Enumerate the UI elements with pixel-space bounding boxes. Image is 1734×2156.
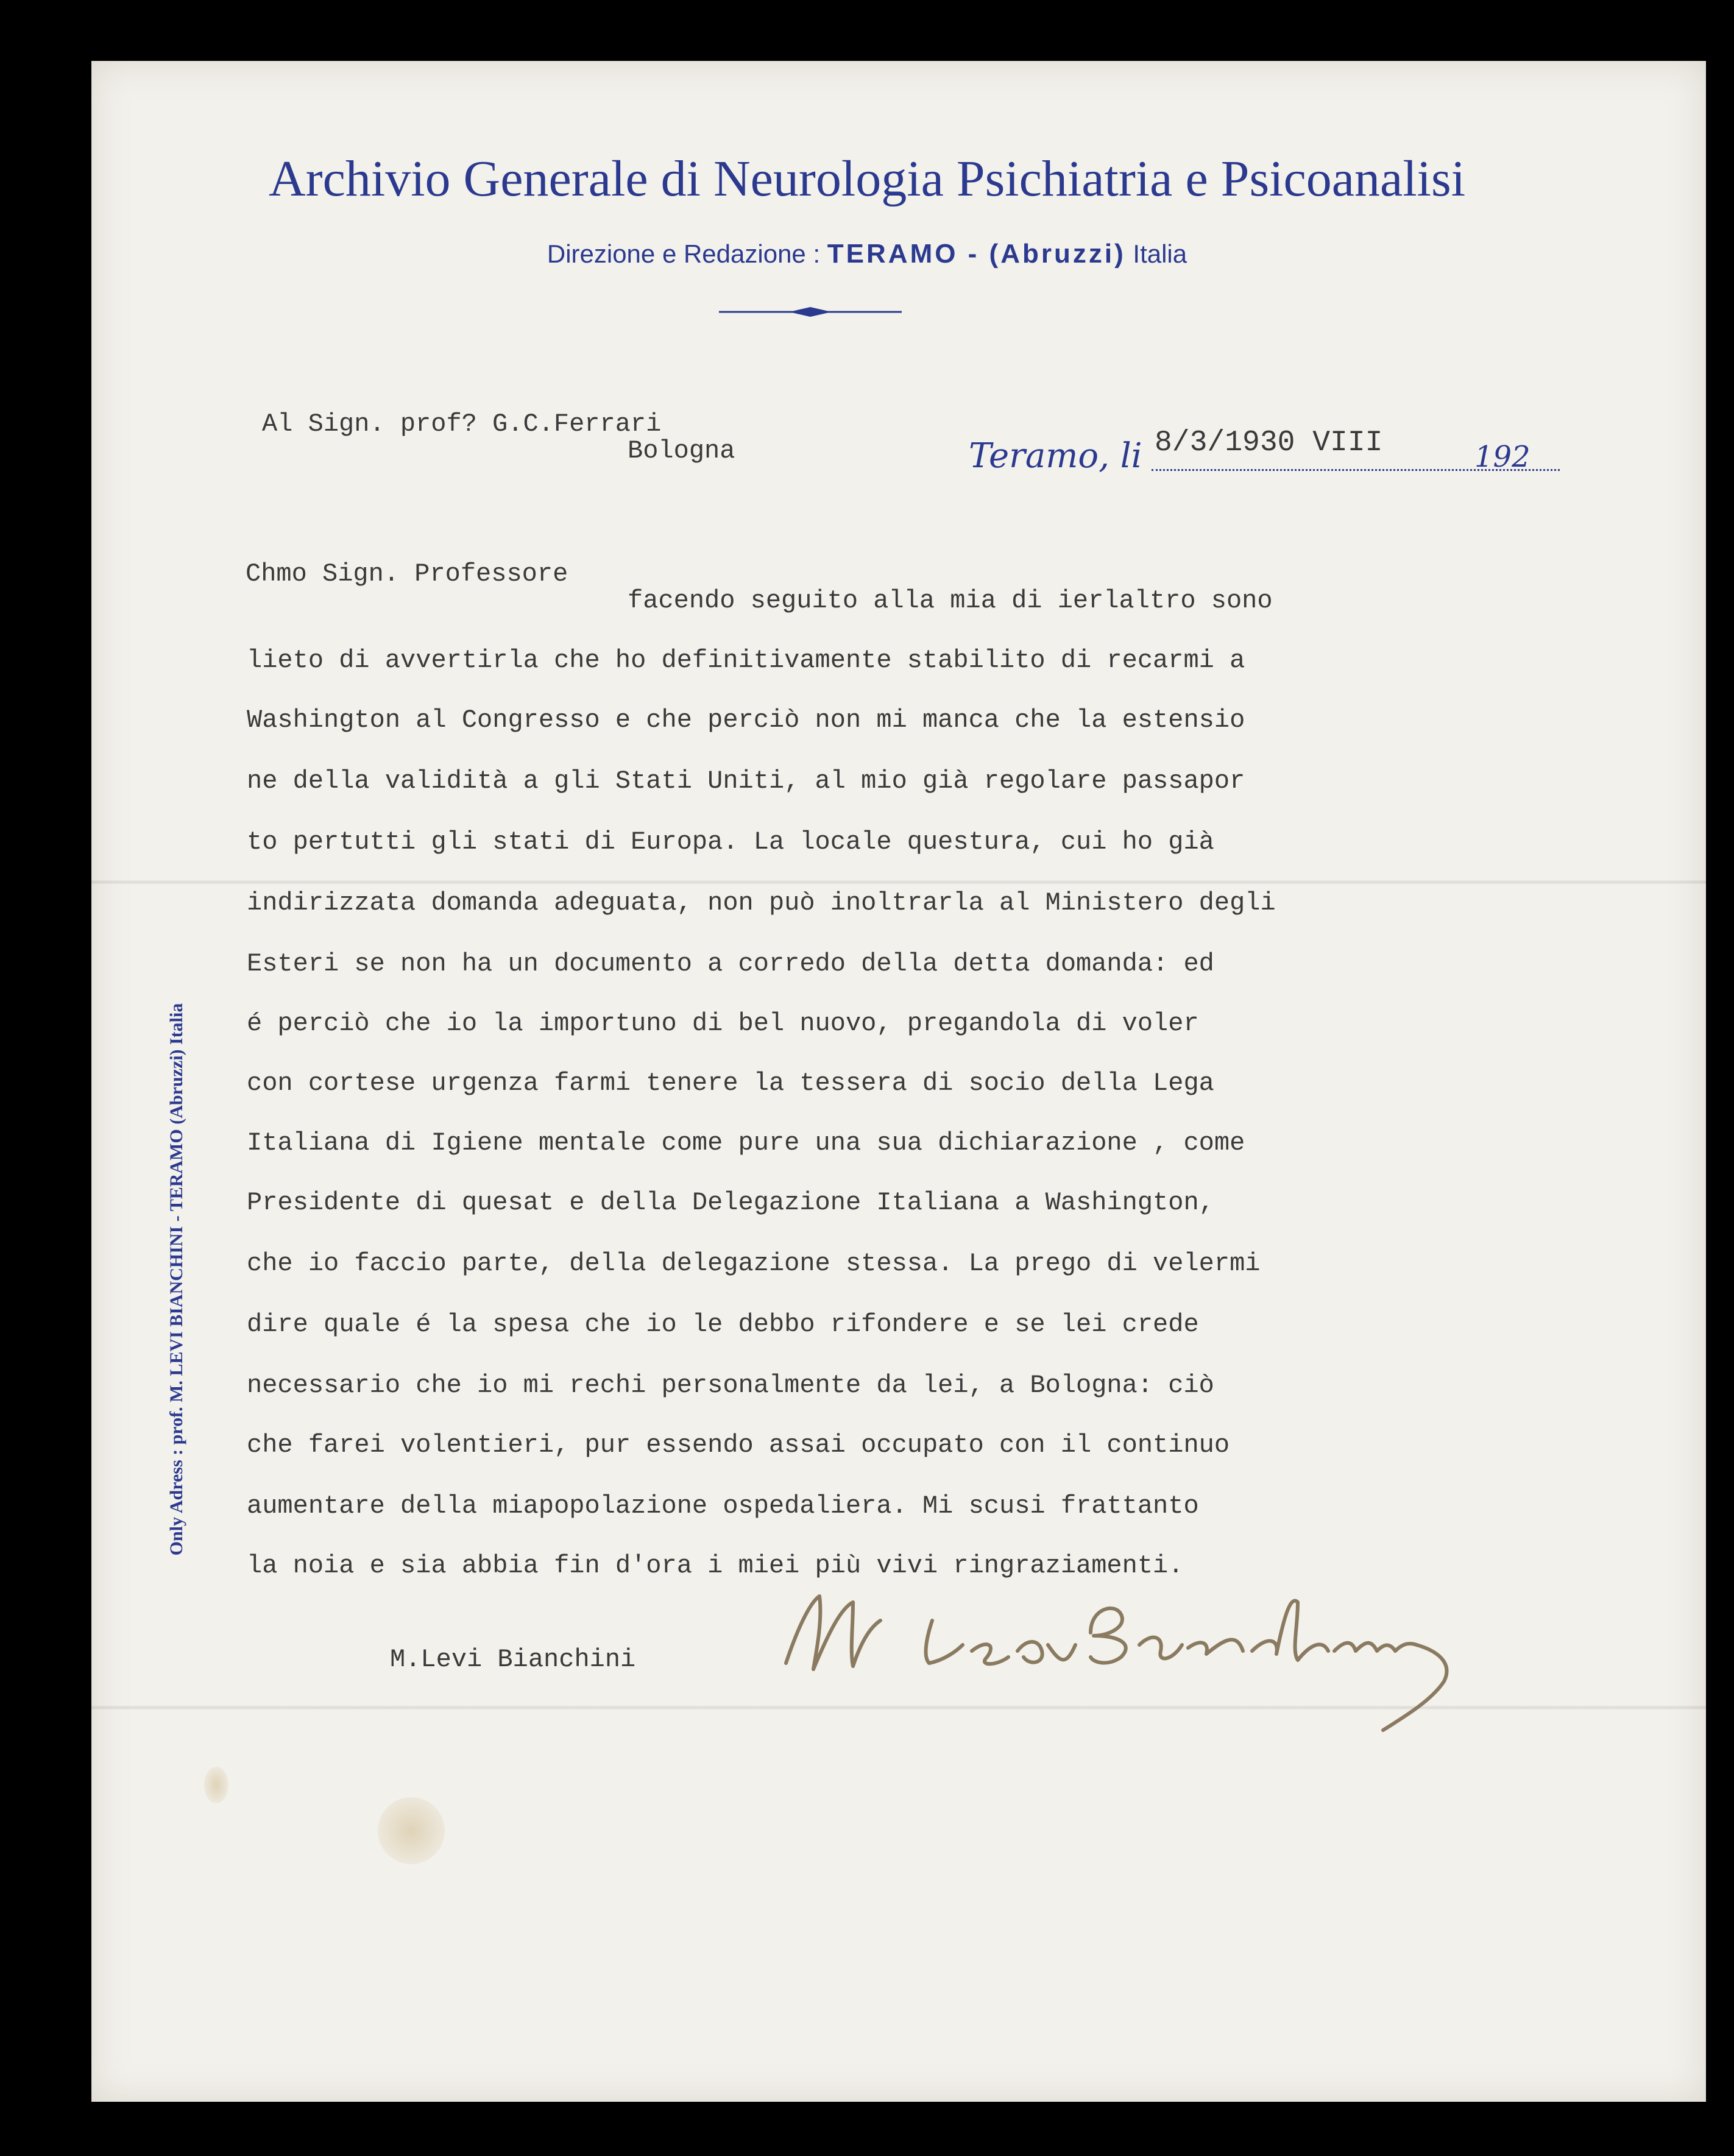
letterhead-ornament — [719, 305, 902, 319]
body-line: che farei volentieri, pur essendo assai occupato con il continuo — [247, 1430, 1230, 1460]
body-line: lieto di avvertirla che ho definitivamente stabilito di recarmi a — [247, 646, 1245, 675]
paper-stain — [378, 1797, 445, 1864]
body-line: indirizzata domanda adeguata, non può inoltrarla al Ministero degli — [247, 888, 1276, 917]
date-value: 8/3/1930 VIII — [1155, 426, 1383, 459]
body-line: Italiana di Igiene mentale come pure una sua dichiarazione , come — [247, 1128, 1245, 1158]
body-line: con cortese urgenza farmi tenere la tessera di socio della Lega — [247, 1069, 1214, 1098]
sender-name: M.Levi Bianchini — [390, 1645, 636, 1674]
body-line: la noia e sia abbia fin d'ora i miei più vivi ringraziamenti. — [247, 1551, 1184, 1580]
body-line: to pertutti gli stati di Europa. La locale questura, cui ho già — [247, 827, 1214, 857]
body-line: necessario che io mi rechi personalmente da lei, a Bologna: ciò — [247, 1371, 1214, 1400]
body-line: Esteri se non ha un documento a corredo della detta domanda: ed — [247, 949, 1214, 978]
body-line: che io faccio parte, della delegazione stessa. La prego di velermi — [247, 1249, 1261, 1278]
addressee-name: Al Sign. prof? G.C.Ferrari — [262, 409, 662, 439]
date-year-print: 192 — [1474, 440, 1531, 474]
date-place: Teramo, li — [969, 436, 1142, 476]
addressee-city: Bologna — [628, 436, 735, 465]
date-underline — [1152, 469, 1560, 471]
body-line: é perciò che io la importuno di bel nuovo, pregandola di voler — [247, 1009, 1199, 1038]
body-line: dire quale é la spesa che io le debbo rifondere e se lei crede — [247, 1310, 1199, 1339]
letterhead-subtitle-prefix: Direzione e Redazione : — [547, 239, 821, 268]
salutation: Chmo Sign. Professore — [246, 559, 568, 588]
letterhead-subtitle — [0, 239, 1734, 269]
paper-stain — [204, 1767, 228, 1803]
letterhead-title: Archivio Generale di Neurologia Psichiatria e Psicoanalisi — [268, 150, 1466, 207]
letterhead-city: TERAMO - (Abruzzi) — [827, 239, 1126, 269]
paper-fold-upper — [91, 880, 1706, 884]
body-line: aumentare della miapopolazione ospedaliera. Mi scusi frattanto — [247, 1491, 1199, 1521]
body-line: facendo seguito alla mia di ierlaltro sono — [628, 586, 1273, 615]
side-address: Only Adress : prof. M. LEVI BIANCHINI - TERAMO (Abruzzi) Italia — [166, 1003, 186, 1556]
handwritten-signature — [762, 1560, 1511, 1742]
body-line: Washington al Congresso e che perciò non mi manca che la estensio — [247, 705, 1245, 735]
letterhead-country: Italia — [1133, 239, 1187, 268]
body-line: ne della validità a gli Stati Uniti, al mio già regolare passapor — [247, 766, 1245, 796]
body-line: Presidente di quesat e della Delegazione Italiana a Washington, — [247, 1188, 1214, 1217]
